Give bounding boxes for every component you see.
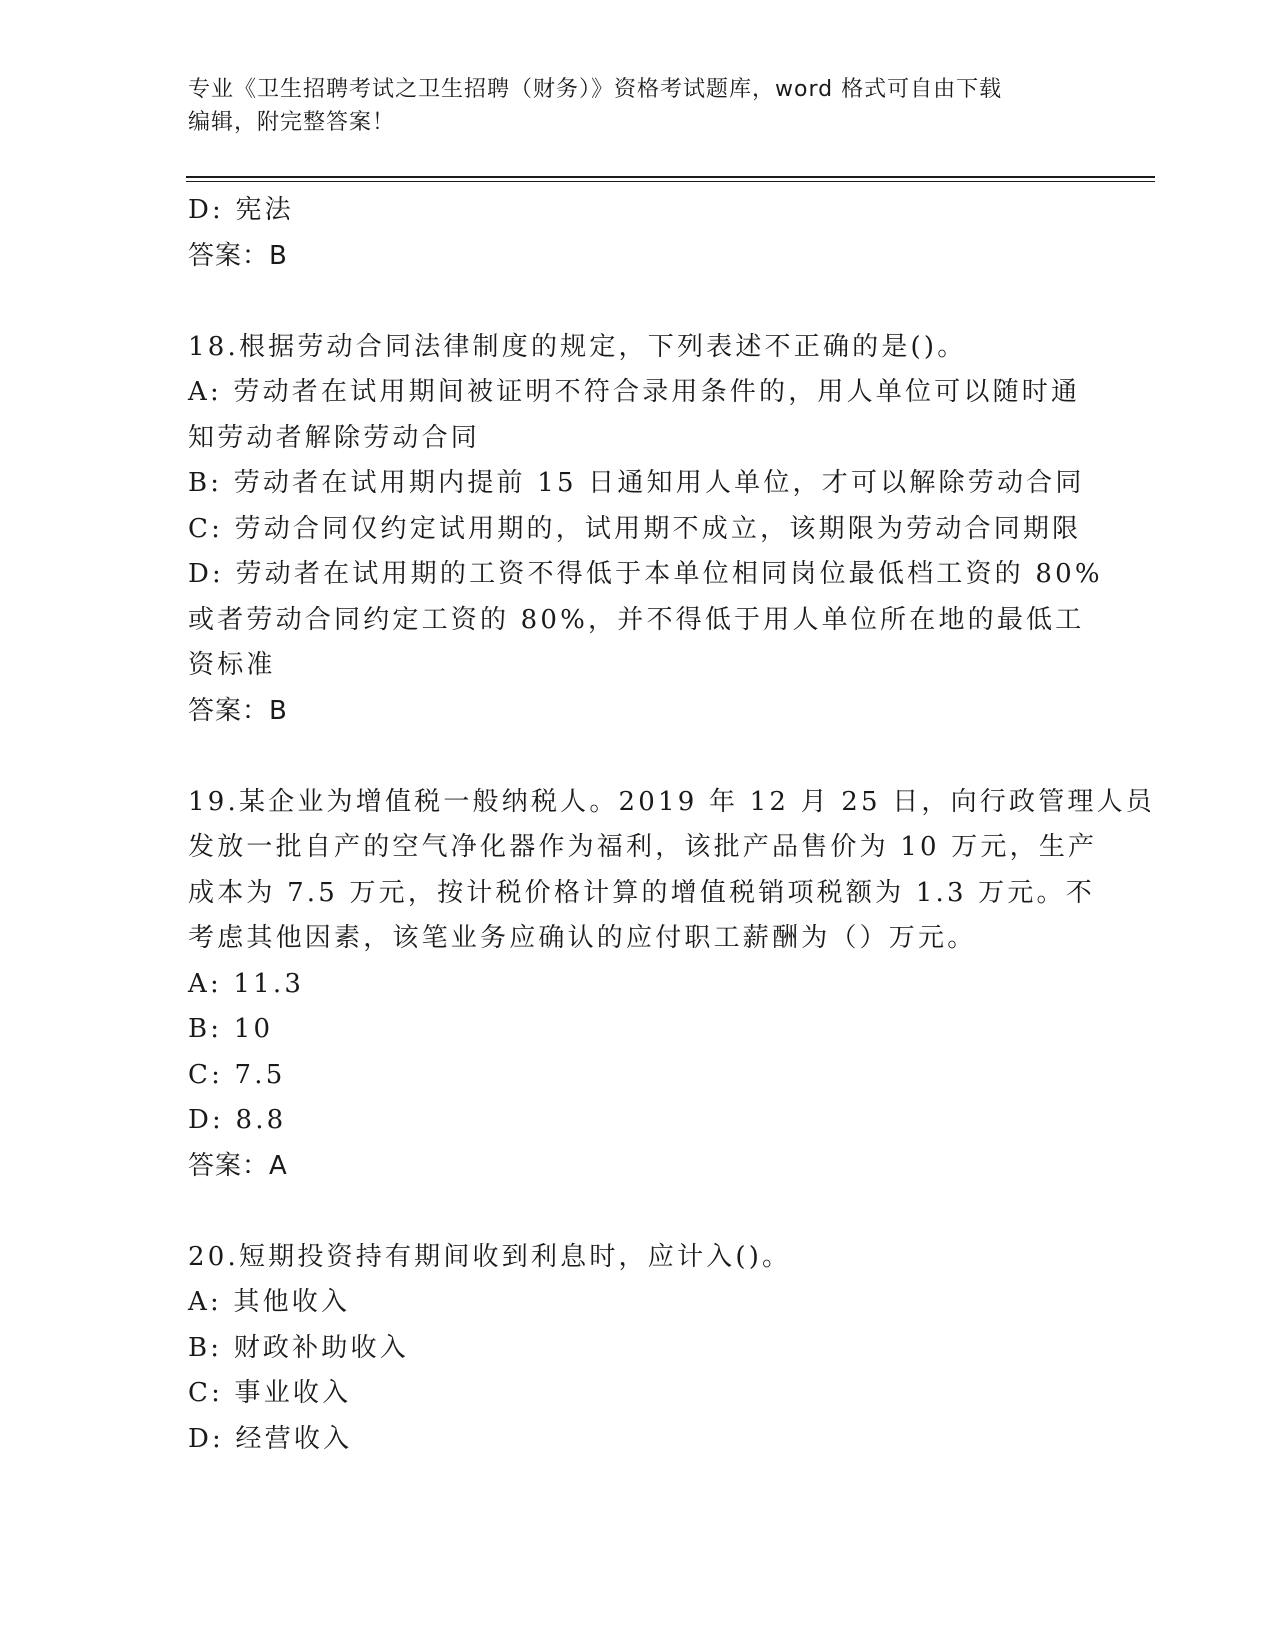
question-body [188,188,1156,1462]
header-divider-thick [186,176,1155,178]
q19-stem-line-4: 考虑其他因素，该笔业务应确认的应付职工薪酬为（）万元。 [188,923,977,953]
q19-option-d: D: 8.8 [188,1105,287,1135]
header-line-1: 专业《卫生招聘考试之卫生招聘（财务）》资格考试题库，word 格式可自由下载 [188,77,1003,102]
spacer [188,279,1078,325]
q18-answer: 答案：B [188,695,288,726]
q20-option-d: D: 经营收入 [188,1423,353,1454]
spacer [188,1189,1078,1235]
q19-option-a: A: 11.3 [188,968,305,999]
q19-stem-line-2: 发放一批自产的空气净化器作为福利，该批产品售价为 10 万元，生产 [188,832,1098,862]
q19-answer: 答案：A [188,1150,288,1181]
q20-stem: 20.短期投资持有期间收到利息时，应计入()。 [188,1241,792,1272]
q18-option-d-line-3: 资标准 [188,650,276,680]
q18-stem: 18.根据劳动合同法律制度的规定，下列表述不正确的是()。 [188,331,967,362]
q19-option-c: C: 7.5 [188,1059,286,1090]
q18-option-d-line-2: 或者劳动合同约定工资的 80%，并不得低于用人单位所在地的最低工 [188,604,1085,635]
q19-option-b: B: 10 [188,1014,274,1044]
q19-stem-line-1: 19.某企业为增值税一般纳税人。2019 年 12 月 25 日，向行政管理人员 [188,786,1156,817]
q18-option-d-line-1: D: 劳动者在试用期的工资不得低于本单位相同岗位最低档工资的 80% [188,559,1103,589]
q20-option-b: B: 财政补助收入 [188,1332,409,1363]
q18-option-c: C: 劳动合同仅约定试用期的，试用期不成立，该期限为劳动合同期限 [188,513,1082,544]
q18-option-b: B: 劳动者在试用期内提前 15 日通知用人单位，才可以解除劳动合同 [188,468,1085,498]
q20-option-c: C: 事业收入 [188,1378,352,1408]
header-divider-thin [186,181,1155,182]
header-line-2: 编辑，附完整答案！ [188,110,396,135]
q18-option-a-line-1: A: 劳动者在试用期间被证明不符合录用条件的，用人单位可以随时通 [188,377,1081,407]
prev-question-answer: 答案：B [188,240,288,271]
q20-option-a: A: 其他收入 [188,1287,351,1317]
page-header [188,73,1068,139]
prev-question-option-d: D: 宪法 [188,195,294,225]
q18-option-a-line-2: 知劳动者解除劳动合同 [188,422,481,453]
q19-stem-line-3: 成本为 7.5 万元，按计税价格计算的增值税销项税额为 1.3 万元。不 [188,877,1095,908]
spacer [188,734,1078,780]
